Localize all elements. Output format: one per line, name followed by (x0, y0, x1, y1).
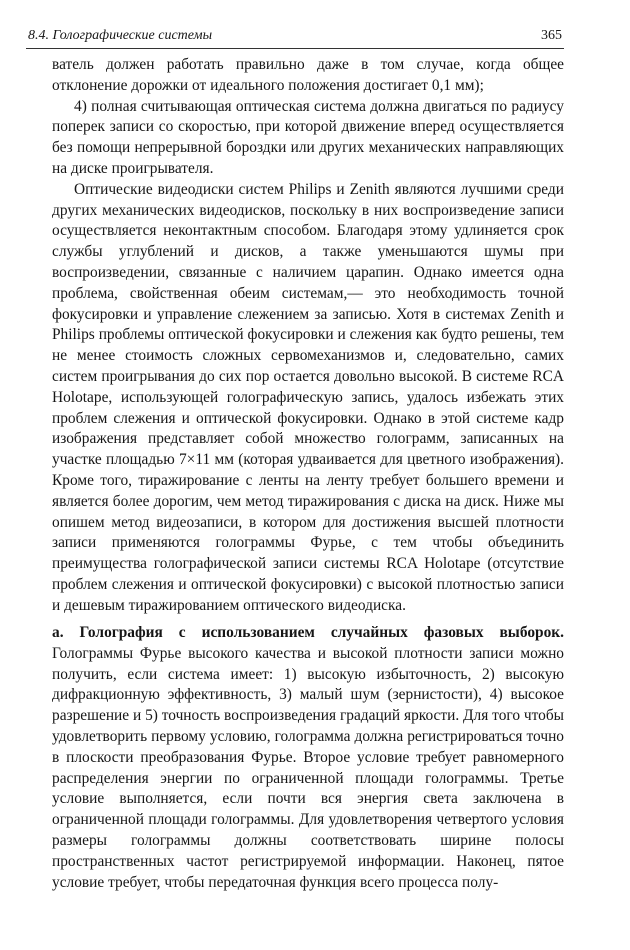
main-text-section-a (52, 623, 564, 893)
running-head (28, 26, 562, 46)
section-heading: а. Голография с использованием случайных фазовых выборок. (52, 624, 564, 641)
main-text-upper (52, 55, 564, 617)
running-title: 8.4. Голографические системы (28, 28, 213, 43)
paragraph-continuation: ватель должен работать правильно даже в том случае, когда общее отклонение дорожки от идеального положения достигает 0,1 мм); (52, 56, 564, 94)
paragraph-random-phase-holography (52, 623, 564, 893)
paragraph-fourier-holograms: Голограммы Фурье высокого качества и высокой плотности записи можно получить, если система имеет: 1) высокую избыточность, 2) высокую дифракционную эффективность, 3) малый шум (зернистости), 4) высокое разрешение и 5) точность воспроизведения градаций яркости. Для того чтобы удовлетворить первому условию, голограмма должна регистрироваться точно в плоскости преобразования Фурье. Второе условие требует равномерного распределения энергии по ограниченной площади голограммы. Третье условие выполняется, если почти вся энергия света заключена в ограниченной площади голограммы. Для удовлетворения четвертого условия размеры голограммы должны соответствовать ширине полосы пространственных частот регистрируемой информации. Наконец, пятое условие требует, чтобы передаточная функция всего процесса полу- (52, 644, 564, 891)
paragraph-list-item-4: 4) полная считывающая оптическая система должна двигаться по радиусу поперек записи со скоростью, при которой движение вперед осуществляется без помощи непрерывной бороздки или других механических направляющих на диске проигрывателя. (52, 97, 564, 177)
paragraph-optical-videodiscs: Оптические видеодиски систем Philips и Zenith являются лучшими среди других механических видеодисков, поскольку в них воспроизведение записи осуществляется неконтактным способом. Благодаря этому удлиняется срок службы углублений и дисков, а также уменьшаются шумы при воспроизведении, связанные с наличием царапин. Однако имеется одна проблема, свойственная обеим системам,— это необходимость точной фокусировки и управление слежением за записью. Хотя в системах Zenith и Philips проблемы оптической фокусировки и слежения как будто решены, тем не менее стоимость сложных сервомеханизмов и, следовательно, самих систем проигрывания до сих пор остается довольно высокой. В системе RCA Holotape, использующей голографическую запись, удалось избежать этих проблем слежения и оптической фокусировки. Однако в этой системе кадр изображения представляет собой множество голограмм, записанных на участке площадью 7×11 мм (которая удваивается для цветного изображения). Кроме того, тиражирование с ленты на ленту требует большего времени и является более дорогим, чем метод тиражирования с диска на диск. Ниже мы опишем метод видеозаписи, в котором для достижения высшей плотности записи применяются голограммы Фурье, с тем чтобы объединить преимущества голографической записи системы RCA Holotape (отсутствие проблем слежения и оптической фокусировки) с высокой плотностью записи и дешевым тиражированием оптического видеодиска. (52, 180, 564, 614)
header-rule (26, 48, 564, 49)
page-number: 365 (541, 28, 562, 43)
